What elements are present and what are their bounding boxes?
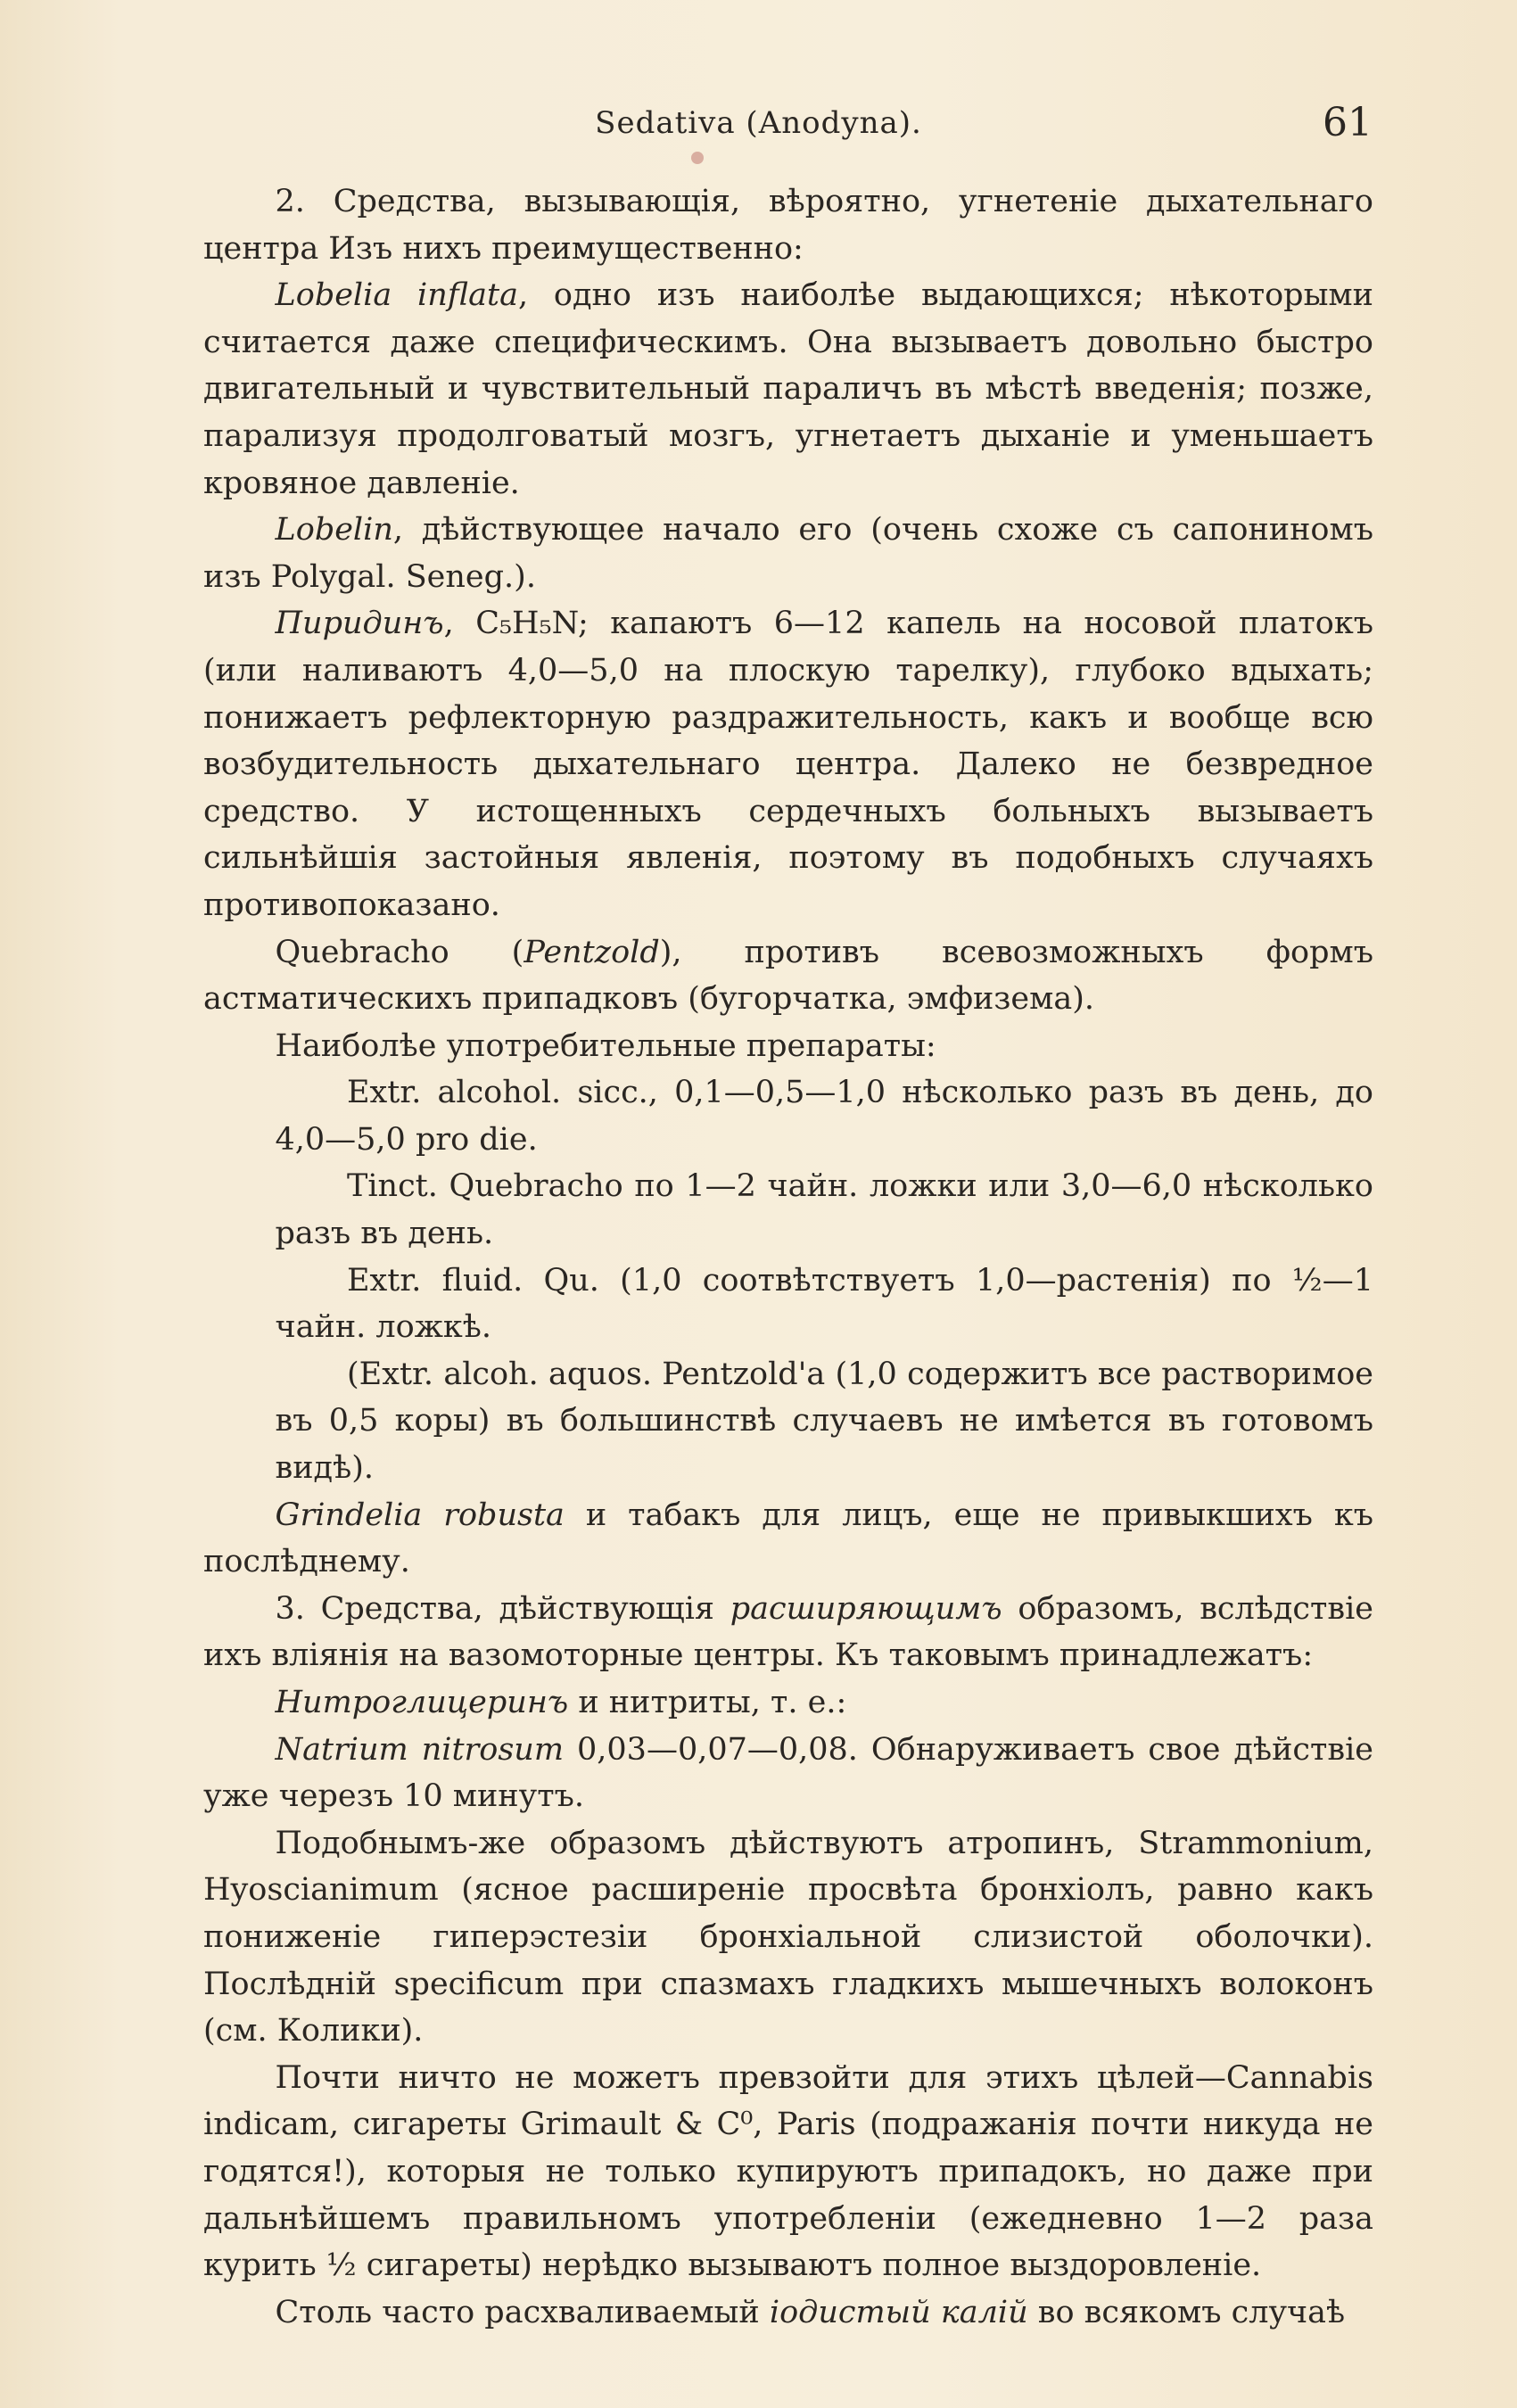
text-run: и табакъ для лицъ, еще не привыкшихъ къ послѣднему. (203, 1497, 1373, 1580)
italic-term: Lobelia inflata (275, 277, 518, 314)
text-run: ), противъ всевозможныхъ формъ астматическихъ припадковъ (бугорчатка, эмфизема). (203, 934, 1373, 1018)
paragraph (203, 1586, 1373, 1679)
paragraph (203, 600, 1373, 928)
text-run: во всякомъ случаѣ (1027, 2294, 1346, 2330)
italic-term: Grindelia robusta (275, 1497, 565, 1533)
text-run: , C₅H₅N; капаютъ 6—12 капель на носовой платокъ (или наливаютъ 4,0—5,0 на плоскую тарелку), глубоко вдыхать; понижаетъ рефлекторную раздражительность, какъ и вообще всю возбудительность дыхательнаго центра. Далеко не безвредное средство. У истощенныхъ сердечныхъ больныхъ вызываетъ сильнѣйшія застойныя явленія, поэтому въ подобныхъ случаяхъ противопоказано. (203, 606, 1373, 923)
text-run: образомъ, вслѣдствіе ихъ вліянія на вазомоторные центры. Къ таковымъ принадлежатъ: (203, 1590, 1373, 1674)
paragraph (203, 1258, 1373, 1351)
paragraph (203, 1163, 1373, 1257)
paragraph (203, 272, 1373, 507)
italic-term: Нитроглицеринъ (275, 1685, 569, 1720)
paragraph (203, 1820, 1373, 2055)
paragraph (203, 1679, 1373, 1727)
text-run: и нитриты, т. е.: (568, 1685, 847, 1720)
paragraph (203, 178, 1373, 272)
paragraph (203, 1023, 1373, 1070)
text-run: , одно изъ наиболѣе выдающихся; нѣкоторыми считается даже специфическимъ. Она вызываетъ довольно быстро двигательный и чувствительный параличъ въ мѣстѣ введенія; позже, парализуя продолговатый мозгъ, угнетаетъ дыханіе и уменьшаетъ кровяное давленіе. (203, 277, 1373, 501)
body-text (203, 178, 1373, 2336)
text-run: Extr. fluid. Qu. (1,0 соотвѣтствуетъ 1,0—растенія) по ½—1 чайн. ложкѣ. (275, 1262, 1373, 1346)
text-run: Quebracho ( (275, 934, 524, 970)
paragraph (203, 929, 1373, 1023)
paragraph (203, 1069, 1373, 1163)
running-header (0, 100, 1517, 153)
paragraph (203, 1727, 1373, 1820)
text-run: 3. Средства, дѣйствующія (275, 1590, 730, 1627)
paragraph (203, 1351, 1373, 1492)
text-run: Extr. alcohol. sicc., 0,1—0,5—1,0 нѣсколько разъ въ день, до 4,0—5,0 pro die. (275, 1075, 1373, 1158)
italic-term: іодистый калій (769, 2294, 1028, 2330)
text-run: , дѣйствующее начало его (очень схоже съ сапониномъ изъ Polygal. Seneg.). (203, 512, 1373, 595)
italic-term: Pentzold (524, 934, 660, 970)
italic-term: расширяющимъ (730, 1590, 1002, 1627)
italic-term: Natrium nitrosum (275, 1731, 565, 1768)
text-run: Tinct. Quebracho по 1—2 чайн. ложки или 3,0—6,0 нѣсколько разъ въ день. (275, 1168, 1373, 1252)
paragraph (203, 1492, 1373, 1586)
text-run: Почти ничто не можетъ превзойти для этихъ цѣлей—Cannabis indicam, сигареты Grimault & C⁰, Paris (подражанія почти никуда не годятся!), которыя не только купируютъ припадокъ, но даже при дальнѣйшемъ правильномъ употребленіи (ежедневно 1—2 раза курить ½ сигареты) нерѣдко вызываютъ полное выздоровленіе. (203, 2059, 1373, 2284)
paragraph (203, 2055, 1373, 2289)
paragraph (203, 507, 1373, 600)
ink-spot (691, 152, 704, 164)
page-number: 61 (1323, 100, 1373, 145)
text-run: Столь часто расхваливаемый (275, 2294, 770, 2330)
text-run: 0,03—0,07—0,08. Обнаруживаетъ свое дѣйствіе уже черезъ 10 минутъ. (203, 1731, 1373, 1815)
text-run: (Extr. alcoh. aquos. Pentzold'a (1,0 содержитъ все растворимое въ 0,5 коры) въ большинствѣ случаевъ не имѣется въ готовомъ видѣ). (275, 1356, 1373, 1487)
italic-term: Пиридинъ (275, 606, 444, 642)
running-title: Sedativa (Anodyna). (595, 105, 922, 141)
italic-term: Lobelin (275, 512, 393, 548)
paragraph (203, 2289, 1373, 2337)
text-run: Подобнымъ-же образомъ дѣйствуютъ атропинъ, Strammonium, Hyoscianimum (ясное расширеніе просвѣта бронхіолъ, равно какъ пониженіе гиперэстезіи бронхіальной слизистой оболочки). Послѣдній specificum при спазмахъ гладкихъ мышечныхъ волоконъ (см. Колики). (203, 1825, 1373, 2049)
text-run: Наиболѣе употребительные препараты: (275, 1027, 936, 1064)
text-run: 2. Средства, вызывающія, вѣроятно, угнетеніе дыхательнаго центра Изъ нихъ преимущественно: (203, 184, 1373, 267)
